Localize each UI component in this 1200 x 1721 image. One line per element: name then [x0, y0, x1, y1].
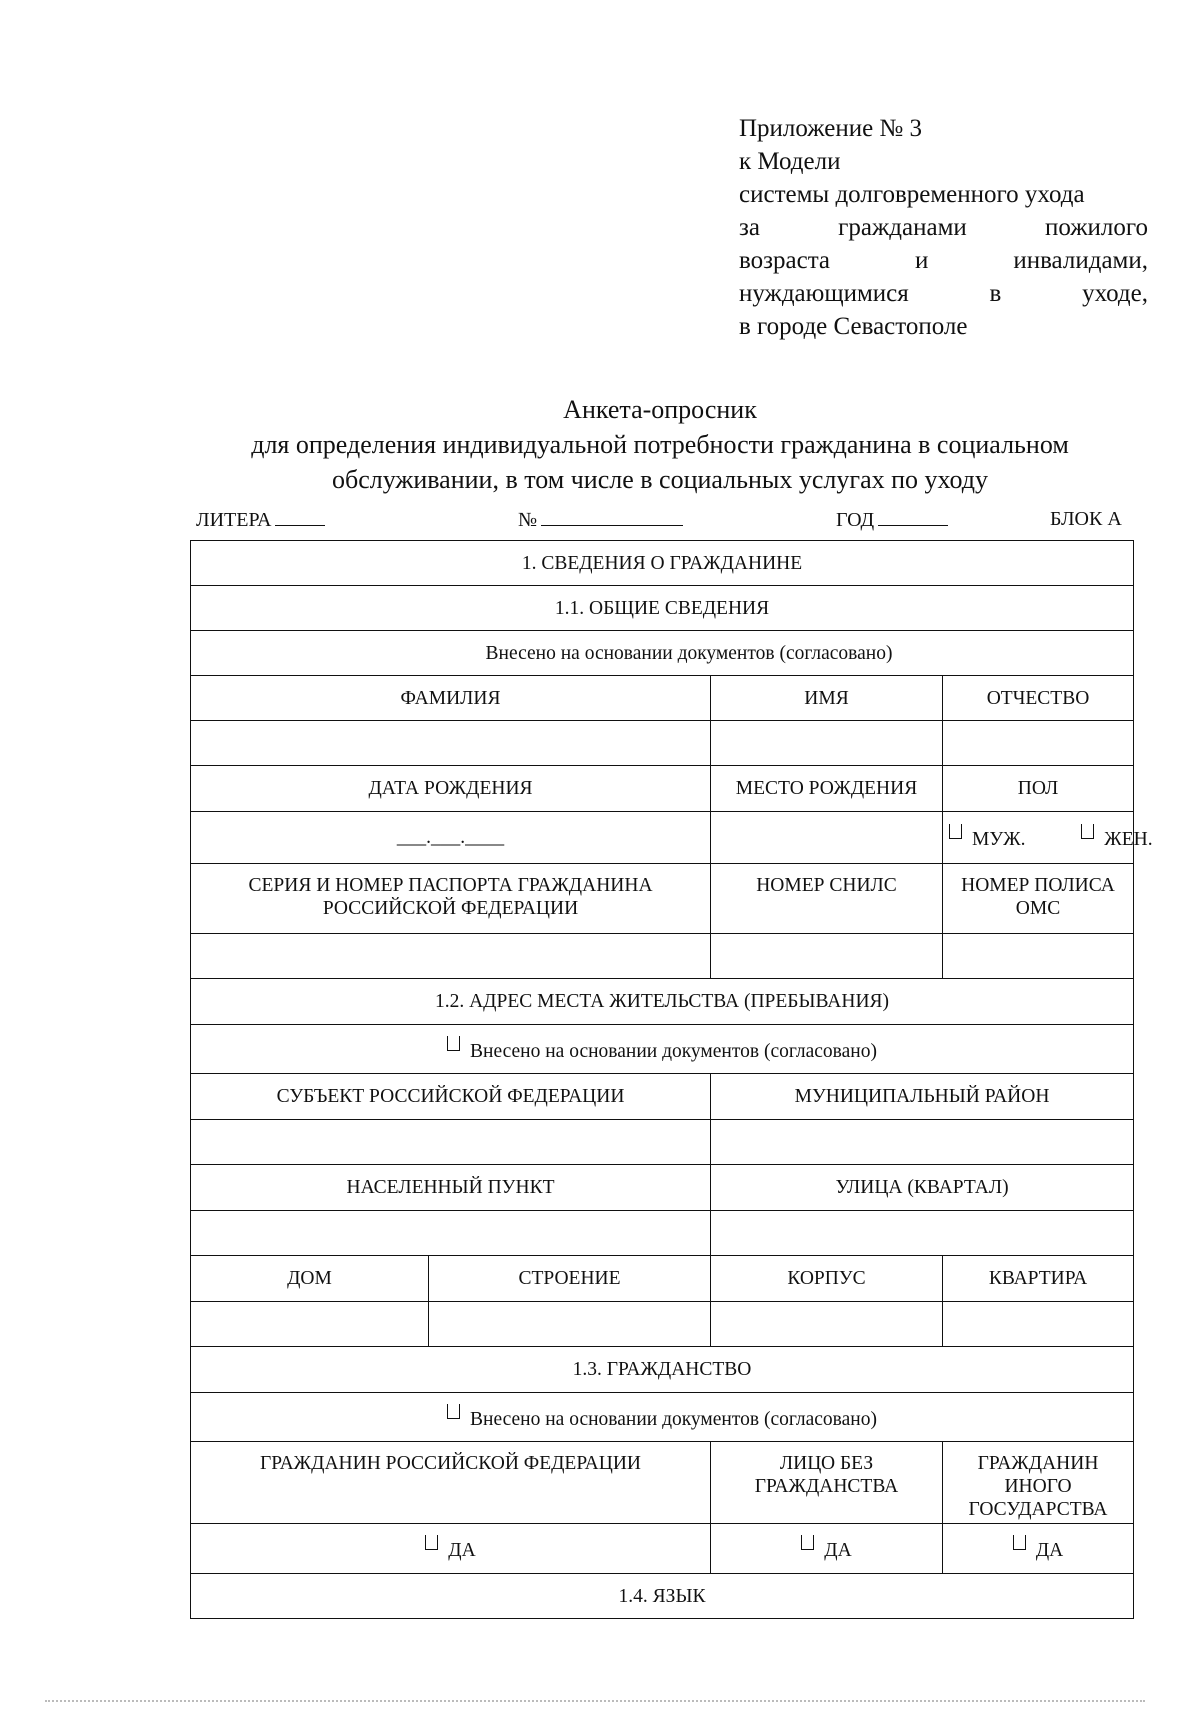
apartment-input[interactable] [943, 1302, 1134, 1347]
document-title [150, 392, 1170, 497]
documents-checkbox[interactable] [447, 1036, 460, 1051]
passport-input[interactable] [191, 934, 711, 979]
yes-label: ДА [824, 1540, 852, 1561]
foreign-citizen-checkbox[interactable] [1013, 1535, 1026, 1550]
documents-note-row [191, 1393, 1134, 1442]
subsection-title: 1.3. ГРАЖДАНСТВО [191, 1347, 1134, 1393]
sex-label: ПОЛ [943, 766, 1134, 812]
foreign-citizen-label: ГРАЖДАНИН ИНОГО ГОСУДАРСТВА [943, 1442, 1134, 1524]
subject-label: СУБЪЕКТ РОССИЙСКОЙ ФЕДЕРАЦИИ [191, 1074, 711, 1120]
male-checkbox[interactable] [949, 824, 962, 839]
oms-input[interactable] [943, 934, 1134, 979]
passport-label: СЕРИЯ И НОМЕР ПАСПОРТА ГРАЖДАНИНА РОССИЙСКОЙ ФЕДЕРАЦИИ [191, 864, 711, 934]
locality-label: НАСЕЛЕННЫЙ ПУНКТ [191, 1165, 711, 1211]
foreign-citizen-option [943, 1524, 1134, 1574]
male-label: МУЖ. [972, 829, 1026, 850]
block-label: БЛОК А [1050, 508, 1122, 530]
birth-place-label: МЕСТО РОЖДЕНИЯ [711, 766, 943, 812]
patronymic-label: ОТЧЕСТВО [943, 676, 1134, 721]
street-label: УЛИЦА (КВАРТАЛ) [711, 1165, 1134, 1211]
number-label: № [518, 509, 538, 531]
district-label: МУНИЦИПАЛЬНЫЙ РАЙОН [711, 1074, 1134, 1120]
number-field [518, 505, 683, 533]
subsection-title: 1.4. ЯЗЫК [191, 1574, 1134, 1619]
citizen-form [190, 540, 1153, 1619]
stateless-option [711, 1524, 943, 1574]
subsection-title: 1.1. ОБЩИЕ СВЕДЕНИЯ [191, 586, 1134, 631]
year-label: ГОД [836, 509, 875, 531]
section-title: 1. СВЕДЕНИЯ О ГРАЖДАНИНЕ [191, 541, 1134, 586]
appendix-line: в городе Севастополе [739, 313, 968, 340]
surname-label: ФАМИЛИЯ [191, 676, 711, 721]
snils-label: НОМЕР СНИЛС [711, 864, 943, 934]
documents-note: Внесено на основании документов (согласовано) [191, 631, 1134, 676]
locality-input[interactable] [191, 1211, 711, 1256]
title-line: Анкета-опросник [563, 395, 757, 424]
year-input[interactable] [878, 505, 948, 526]
stateless-label: ЛИЦО БЕЗ ГРАЖДАНСТВА [711, 1442, 943, 1524]
korpus-label: КОРПУС [711, 1256, 943, 1302]
yes-label: ДА [1035, 1540, 1064, 1561]
snils-input[interactable] [711, 934, 943, 979]
female-checkbox[interactable] [1081, 824, 1094, 839]
female-label: ЖЕН. [1104, 829, 1153, 850]
title-line: обслуживании, в том числе в социальных услугах по уходу [331, 465, 989, 494]
surname-input[interactable] [191, 721, 711, 766]
appendix-line: за гражданами пожилого [739, 214, 1148, 241]
name-input[interactable] [711, 721, 943, 766]
house-label: ДОМ [191, 1256, 429, 1302]
house-input[interactable] [191, 1302, 429, 1347]
documents-checkbox[interactable] [447, 1404, 460, 1419]
page-bottom-edge [45, 1700, 1145, 1706]
apartment-label: КВАРТИРА [943, 1256, 1134, 1302]
number-input[interactable] [541, 505, 683, 526]
appendix-line: возраста и инвалидами, [739, 247, 1148, 274]
litera-label: ЛИТЕРА [196, 509, 272, 531]
citizen-rf-label: ГРАЖДАНИН РОССИЙСКОЙ ФЕДЕРАЦИИ [191, 1442, 711, 1524]
litera-field [196, 505, 325, 533]
appendix-line: к Модели [739, 148, 841, 175]
citizen-rf-checkbox[interactable] [425, 1535, 438, 1550]
year-field [836, 505, 948, 533]
building-input[interactable] [429, 1302, 711, 1347]
name-label: ИМЯ [711, 676, 943, 721]
appendix-line: Приложение № 3 [739, 115, 923, 142]
litera-input[interactable] [275, 505, 325, 526]
yes-label: ДА [448, 1540, 476, 1561]
building-label: СТРОЕНИЕ [429, 1256, 711, 1302]
appendix-line: системы долговременного ухода [739, 181, 1085, 208]
korpus-input[interactable] [711, 1302, 943, 1347]
subsection-title: 1.2. АДРЕС МЕСТА ЖИТЕЛЬСТВА (ПРЕБЫВАНИЯ) [191, 979, 1134, 1025]
birth-date-input[interactable]: ___.___.____ [191, 812, 711, 864]
sex-options [943, 812, 1153, 864]
title-line: для определения индивидуальной потребности гражданина в социальном [251, 430, 1069, 459]
documents-note: Внесено на основании документов (согласовано) [470, 1408, 877, 1430]
patronymic-input[interactable] [943, 721, 1134, 766]
birth-date-label: ДАТА РОЖДЕНИЯ [191, 766, 711, 812]
documents-note: Внесено на основании документов (согласовано) [470, 1040, 877, 1062]
street-input[interactable] [711, 1211, 1134, 1256]
birth-place-input[interactable] [711, 812, 943, 864]
district-input[interactable] [711, 1120, 1134, 1165]
oms-label: НОМЕР ПОЛИСА ОМС [943, 864, 1134, 934]
appendix-line: нуждающимися в уходе, [739, 280, 1148, 307]
subject-input[interactable] [191, 1120, 711, 1165]
documents-note-row [191, 1025, 1134, 1074]
stateless-checkbox[interactable] [801, 1535, 814, 1550]
appendix-header [739, 112, 1148, 343]
citizen-rf-option [191, 1524, 711, 1574]
